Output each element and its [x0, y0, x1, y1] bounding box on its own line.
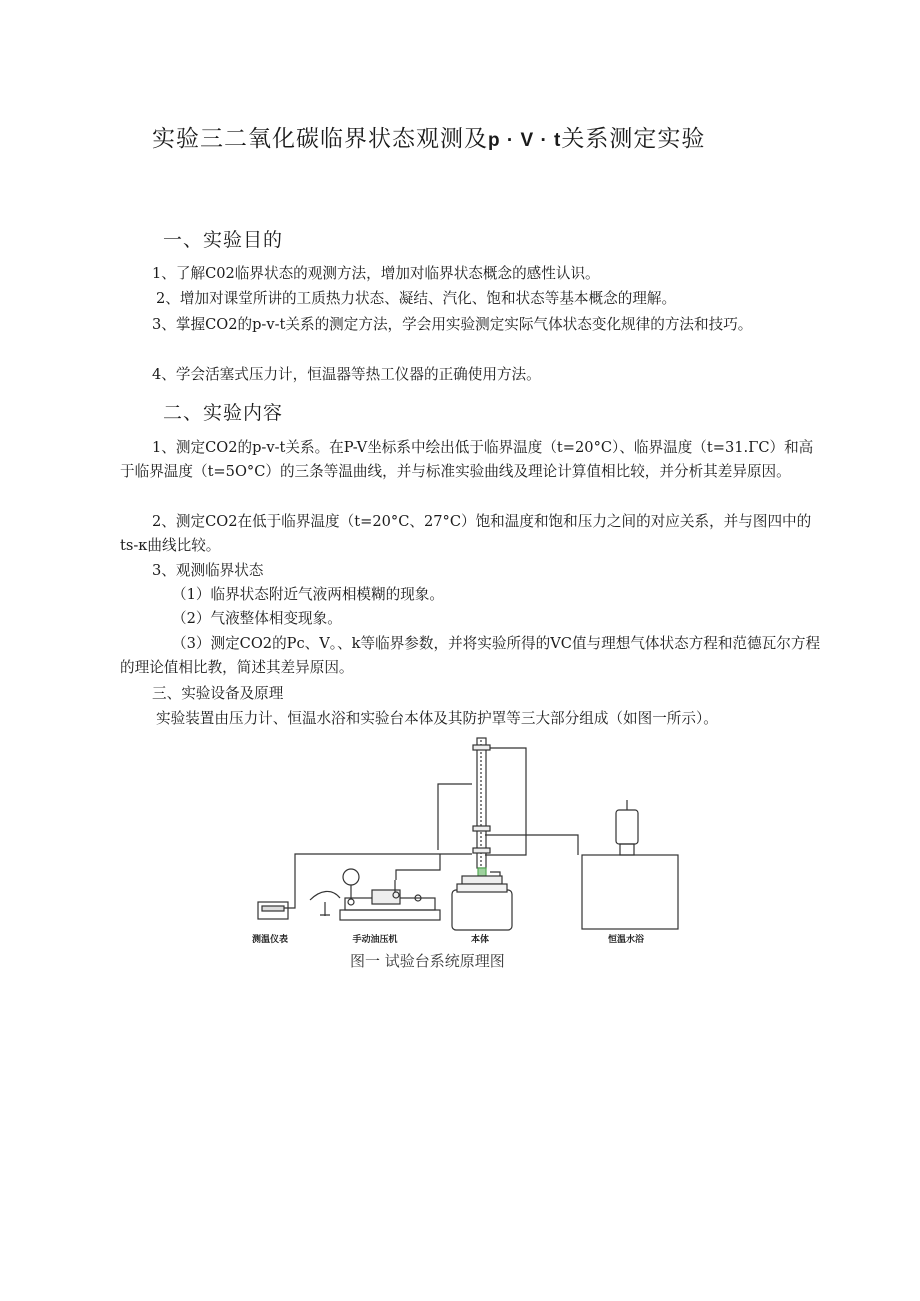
- section2-sub-2: （2）气液整体相变现象。: [172, 610, 342, 627]
- section2-heading: 二、实验内容: [163, 402, 284, 424]
- pipe-column-upper: [438, 784, 472, 850]
- section1-heading: 一、实验目的: [163, 229, 284, 251]
- section1-item-4: 4、学会活塞式压力计，恒温器等热工仪器的正确使用方法。: [152, 366, 541, 383]
- label-bath: 恒温水浴: [607, 935, 645, 945]
- label-thermo: 测温仪表: [251, 935, 289, 945]
- section2-sub-3: （3）测定CO2的Pc、V。、k等临界参数，并将实验所得的VC值与理想气体状态方程和范德瓦尔方程的理论值相比教，简述其差异原因。: [120, 635, 821, 676]
- pipe-bath-return: [485, 748, 526, 855]
- pipe-pump-body: [396, 854, 440, 880]
- section1-item-3: 3、掌握CO2的p-v-t关系的测定方法，学会用实验测定实际气体状态变化规律的方法和技巧。: [152, 316, 753, 333]
- section2-sub-1: （1）临界状态附近气液两相模糊的现象。: [172, 586, 444, 603]
- body-vessel: [452, 890, 512, 930]
- title-main: 实验三二氧化碳临界状态观测及: [152, 126, 488, 152]
- title-pvt: p · V · t: [488, 130, 562, 151]
- section3-paragraph: 实验装置由压力计、恒温水浴和实验台本体及其防护罩等三大部分组成（如图一所示）。: [156, 710, 718, 727]
- section1-item-2: 2、增加对课堂所讲的工质热力状态、凝结、汽化、饱和状态等基本概念的理解。: [156, 290, 677, 307]
- hand-pump-base: [340, 910, 440, 920]
- label-body: 本体: [470, 935, 490, 945]
- section1-item-1: 1、了解C02临界状态的观测方法，增加对临界状态概念的感性认识。: [152, 265, 600, 282]
- apparatus-diagram: [240, 730, 700, 980]
- page-title: [152, 120, 705, 153]
- title-tail: 关系测定实验: [561, 126, 706, 152]
- figure-caption: 图一 试验台系统原理图: [350, 952, 505, 970]
- section2-item-1: 1、测定CO2的p-v-t关系。在P-V坐标系中绘出低于临界温度（t=20°C）、临界温度（t=31.ΓC）和高于临界温度（t=5O°C）的三条等温曲线，并与标准实验曲线及理论计算值相比较，并分析其差异原因。: [120, 439, 814, 480]
- pressure-gauge-icon: [343, 869, 359, 885]
- water-bath: [582, 855, 678, 929]
- section2-item-2: 2、测定CO2在低于临界温度（t=20°C、27°C）饱和温度和饱和压力之间的对应关系，并与图四中的ts-κ曲线比较。: [120, 513, 812, 554]
- pipe-bath-supply: [485, 835, 578, 855]
- section2-item-3: 3、观测临界状态: [152, 562, 264, 579]
- section3-heading: 三、实验设备及原理: [152, 685, 284, 702]
- label-pump: 手动油压机: [352, 935, 398, 945]
- pump-handle: [310, 891, 340, 916]
